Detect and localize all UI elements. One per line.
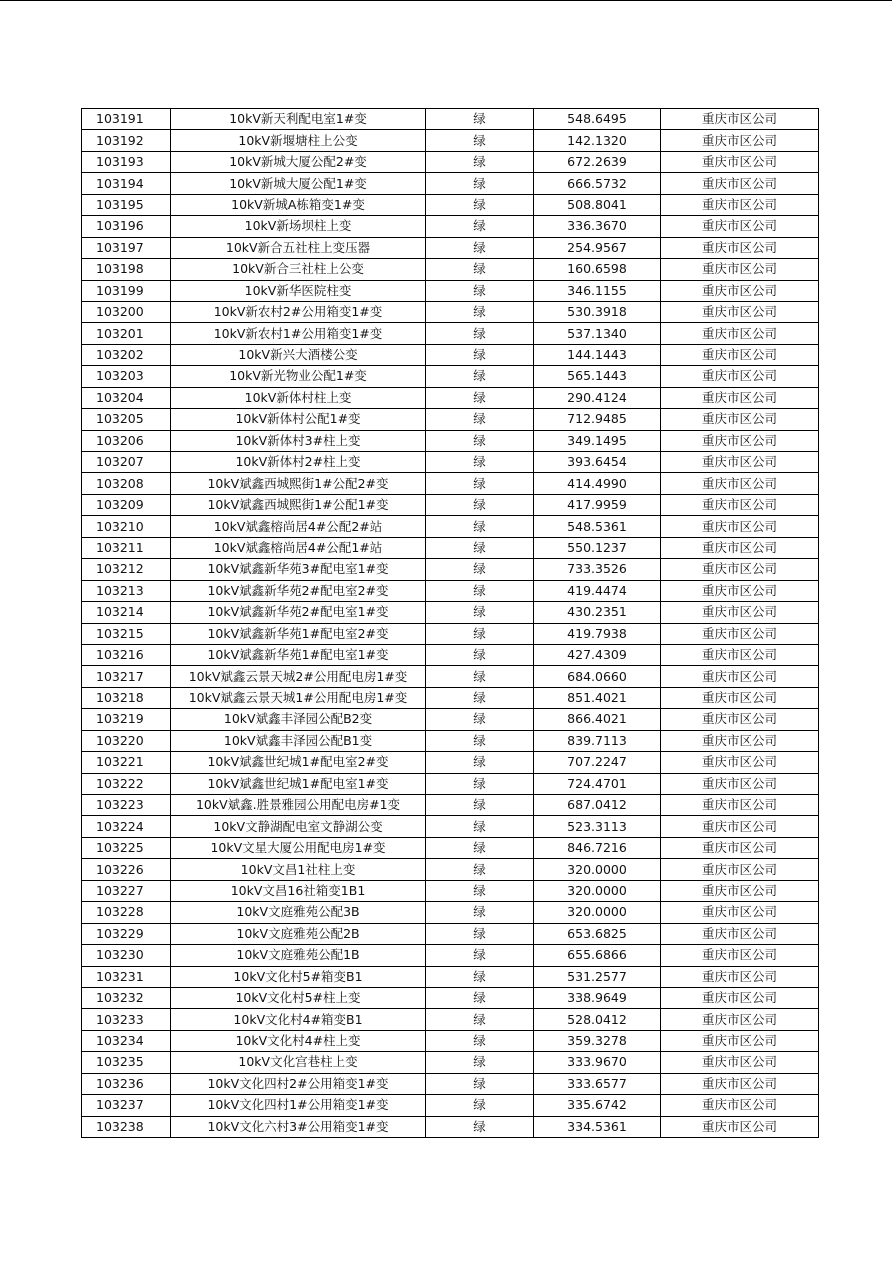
row-color-cell: 绿 [426, 795, 534, 816]
row-company-cell: 重庆市区公司 [661, 280, 819, 301]
row-value-cell: 684.0660 [534, 666, 661, 687]
row-color-cell: 绿 [426, 644, 534, 665]
row-name-cell: 10kV斌鑫新华苑3#配电室1#变 [171, 559, 426, 580]
row-name-cell: 10kV斌鑫世纪城1#配电室1#变 [171, 773, 426, 794]
row-company-cell: 重庆市区公司 [661, 730, 819, 751]
row-id-cell: 103222 [82, 773, 171, 794]
row-id-cell: 103196 [82, 216, 171, 237]
row-id-cell: 103221 [82, 752, 171, 773]
row-id-cell: 103197 [82, 237, 171, 258]
row-value-cell: 724.4701 [534, 773, 661, 794]
row-company-cell: 重庆市区公司 [661, 1095, 819, 1116]
row-company-cell: 重庆市区公司 [661, 945, 819, 966]
row-id-cell: 103204 [82, 387, 171, 408]
row-company-cell: 重庆市区公司 [661, 473, 819, 494]
table-row [82, 473, 819, 494]
row-company-cell: 重庆市区公司 [661, 1052, 819, 1073]
row-name-cell: 10kV文化四村2#公用箱变1#变 [171, 1073, 426, 1094]
row-color-cell: 绿 [426, 430, 534, 451]
row-value-cell: 672.2639 [534, 151, 661, 172]
table-row [82, 923, 819, 944]
row-id-cell: 103191 [82, 109, 171, 130]
row-id-cell: 103210 [82, 516, 171, 537]
row-color-cell: 绿 [426, 923, 534, 944]
table-row [82, 559, 819, 580]
row-company-cell: 重庆市区公司 [661, 387, 819, 408]
row-color-cell: 绿 [426, 623, 534, 644]
row-id-cell: 103230 [82, 945, 171, 966]
row-value-cell: 548.6495 [534, 109, 661, 130]
row-company-cell: 重庆市区公司 [661, 151, 819, 172]
row-id-cell: 103238 [82, 1116, 171, 1137]
table-row [82, 1052, 819, 1073]
row-value-cell: 846.7216 [534, 837, 661, 858]
row-color-cell: 绿 [426, 945, 534, 966]
row-name-cell: 10kV新合三社柱上公变 [171, 259, 426, 280]
row-color-cell: 绿 [426, 859, 534, 880]
row-color-cell: 绿 [426, 987, 534, 1008]
row-color-cell: 绿 [426, 1052, 534, 1073]
row-name-cell: 10kV新城大厦公配2#变 [171, 151, 426, 172]
row-name-cell: 10kV斌鑫世纪城1#配电室2#变 [171, 752, 426, 773]
row-value-cell: 666.5732 [534, 173, 661, 194]
row-id-cell: 103224 [82, 816, 171, 837]
row-value-cell: 523.3113 [534, 816, 661, 837]
row-id-cell: 103219 [82, 709, 171, 730]
table-row [82, 537, 819, 558]
row-name-cell: 10kV新合五社柱上变压器 [171, 237, 426, 258]
row-name-cell: 10kV斌鑫丰泽园公配B1变 [171, 730, 426, 751]
row-color-cell: 绿 [426, 237, 534, 258]
row-id-cell: 103203 [82, 366, 171, 387]
row-company-cell: 重庆市区公司 [661, 580, 819, 601]
table-row [82, 623, 819, 644]
row-company-cell: 重庆市区公司 [661, 516, 819, 537]
row-name-cell: 10kV新农村1#公用箱变1#变 [171, 323, 426, 344]
row-color-cell: 绿 [426, 1095, 534, 1116]
row-color-cell: 绿 [426, 773, 534, 794]
row-color-cell: 绿 [426, 816, 534, 837]
row-id-cell: 103217 [82, 666, 171, 687]
row-id-cell: 103199 [82, 280, 171, 301]
table-row [82, 709, 819, 730]
row-company-cell: 重庆市区公司 [661, 1116, 819, 1137]
row-company-cell: 重庆市区公司 [661, 430, 819, 451]
row-name-cell: 10kV文化村4#箱变B1 [171, 1009, 426, 1030]
table-row [82, 1009, 819, 1030]
row-name-cell: 10kV斌鑫西城熙街1#公配2#变 [171, 473, 426, 494]
row-company-cell: 重庆市区公司 [661, 795, 819, 816]
row-color-cell: 绿 [426, 109, 534, 130]
table-row [82, 516, 819, 537]
row-value-cell: 707.2247 [534, 752, 661, 773]
table-row [82, 387, 819, 408]
row-id-cell: 103201 [82, 323, 171, 344]
row-value-cell: 290.4124 [534, 387, 661, 408]
table-row [82, 280, 819, 301]
row-company-cell: 重庆市区公司 [661, 602, 819, 623]
row-color-cell: 绿 [426, 151, 534, 172]
table-row [82, 130, 819, 151]
row-company-cell: 重庆市区公司 [661, 773, 819, 794]
row-value-cell: 419.7938 [534, 623, 661, 644]
row-name-cell: 10kV文庭雅苑公配3B [171, 902, 426, 923]
row-name-cell: 10kV文昌16社箱变1B1 [171, 880, 426, 901]
row-company-cell: 重庆市区公司 [661, 902, 819, 923]
row-color-cell: 绿 [426, 709, 534, 730]
row-color-cell: 绿 [426, 452, 534, 473]
row-name-cell: 10kV文化四村1#公用箱变1#变 [171, 1095, 426, 1116]
row-id-cell: 103200 [82, 301, 171, 322]
row-company-cell: 重庆市区公司 [661, 216, 819, 237]
row-value-cell: 160.6598 [534, 259, 661, 280]
row-color-cell: 绿 [426, 1009, 534, 1030]
row-id-cell: 103225 [82, 837, 171, 858]
row-name-cell: 10kV斌鑫新华苑1#配电室2#变 [171, 623, 426, 644]
table-row [82, 323, 819, 344]
row-name-cell: 10kV斌鑫新华苑2#配电室1#变 [171, 602, 426, 623]
row-color-cell: 绿 [426, 494, 534, 515]
row-color-cell: 绿 [426, 301, 534, 322]
row-name-cell: 10kV文星大厦公用配电房1#变 [171, 837, 426, 858]
row-value-cell: 359.3278 [534, 1030, 661, 1051]
row-id-cell: 103209 [82, 494, 171, 515]
row-color-cell: 绿 [426, 752, 534, 773]
row-color-cell: 绿 [426, 880, 534, 901]
row-value-cell: 733.3526 [534, 559, 661, 580]
table-row [82, 602, 819, 623]
table-row [82, 194, 819, 215]
row-company-cell: 重庆市区公司 [661, 1009, 819, 1030]
table-row [82, 902, 819, 923]
row-value-cell: 531.2577 [534, 966, 661, 987]
row-name-cell: 10kV斌鑫西城熙街1#公配1#变 [171, 494, 426, 515]
row-value-cell: 528.0412 [534, 1009, 661, 1030]
row-value-cell: 346.1155 [534, 280, 661, 301]
row-name-cell: 10kV文化村5#箱变B1 [171, 966, 426, 987]
row-value-cell: 430.2351 [534, 602, 661, 623]
row-color-cell: 绿 [426, 1073, 534, 1094]
row-color-cell: 绿 [426, 1030, 534, 1051]
row-company-cell: 重庆市区公司 [661, 109, 819, 130]
row-company-cell: 重庆市区公司 [661, 344, 819, 365]
row-company-cell: 重庆市区公司 [661, 130, 819, 151]
row-value-cell: 530.3918 [534, 301, 661, 322]
table-row [82, 687, 819, 708]
row-value-cell: 866.4021 [534, 709, 661, 730]
table-row [82, 1095, 819, 1116]
row-company-cell: 重庆市区公司 [661, 709, 819, 730]
row-company-cell: 重庆市区公司 [661, 301, 819, 322]
row-name-cell: 10kV新光物业公配1#变 [171, 366, 426, 387]
row-color-cell: 绿 [426, 902, 534, 923]
table-row [82, 966, 819, 987]
row-name-cell: 10kV斌鑫榕尚居4#公配1#站 [171, 537, 426, 558]
row-value-cell: 537.1340 [534, 323, 661, 344]
row-value-cell: 548.5361 [534, 516, 661, 537]
table-row [82, 1073, 819, 1094]
row-color-cell: 绿 [426, 730, 534, 751]
row-company-cell: 重庆市区公司 [661, 623, 819, 644]
row-color-cell: 绿 [426, 602, 534, 623]
row-color-cell: 绿 [426, 559, 534, 580]
table-row [82, 452, 819, 473]
table-row [82, 795, 819, 816]
row-name-cell: 10kV新城A栋箱变1#变 [171, 194, 426, 215]
row-name-cell: 10kV新城大厦公配1#变 [171, 173, 426, 194]
row-name-cell: 10kV新堰塘柱上公变 [171, 130, 426, 151]
row-value-cell: 320.0000 [534, 859, 661, 880]
row-value-cell: 653.6825 [534, 923, 661, 944]
row-color-cell: 绿 [426, 366, 534, 387]
table-row [82, 109, 819, 130]
row-color-cell: 绿 [426, 216, 534, 237]
row-color-cell: 绿 [426, 344, 534, 365]
row-company-cell: 重庆市区公司 [661, 173, 819, 194]
row-color-cell: 绿 [426, 837, 534, 858]
row-value-cell: 334.5361 [534, 1116, 661, 1137]
row-value-cell: 565.1443 [534, 366, 661, 387]
row-value-cell: 419.4474 [534, 580, 661, 601]
row-color-cell: 绿 [426, 323, 534, 344]
row-color-cell: 绿 [426, 173, 534, 194]
row-company-cell: 重庆市区公司 [661, 537, 819, 558]
row-color-cell: 绿 [426, 580, 534, 601]
table-row [82, 494, 819, 515]
row-value-cell: 338.9649 [534, 987, 661, 1008]
row-name-cell: 10kV斌鑫云景天城2#公用配电房1#变 [171, 666, 426, 687]
table-row [82, 580, 819, 601]
row-id-cell: 103208 [82, 473, 171, 494]
table-row [82, 259, 819, 280]
row-name-cell: 10kV文庭雅苑公配1B [171, 945, 426, 966]
row-value-cell: 687.0412 [534, 795, 661, 816]
table-body [82, 109, 819, 1138]
row-value-cell: 333.6577 [534, 1073, 661, 1094]
row-value-cell: 335.6742 [534, 1095, 661, 1116]
row-id-cell: 103223 [82, 795, 171, 816]
table-row [82, 344, 819, 365]
table-row [82, 945, 819, 966]
table-row [82, 430, 819, 451]
table-row [82, 216, 819, 237]
row-name-cell: 10kV新体村公配1#变 [171, 409, 426, 430]
row-value-cell: 712.9485 [534, 409, 661, 430]
table-row [82, 730, 819, 751]
row-value-cell: 550.1237 [534, 537, 661, 558]
row-name-cell: 10kV斌鑫新华苑1#配电室1#变 [171, 644, 426, 665]
row-color-cell: 绿 [426, 194, 534, 215]
table-row [82, 366, 819, 387]
row-color-cell: 绿 [426, 259, 534, 280]
table-row [82, 644, 819, 665]
row-id-cell: 103207 [82, 452, 171, 473]
row-company-cell: 重庆市区公司 [661, 644, 819, 665]
table-row [82, 409, 819, 430]
row-value-cell: 508.8041 [534, 194, 661, 215]
row-color-cell: 绿 [426, 1116, 534, 1137]
row-value-cell: 414.4990 [534, 473, 661, 494]
row-value-cell: 417.9959 [534, 494, 661, 515]
table-row [82, 237, 819, 258]
row-value-cell: 333.9670 [534, 1052, 661, 1073]
row-company-cell: 重庆市区公司 [661, 923, 819, 944]
table-row [82, 837, 819, 858]
row-company-cell: 重庆市区公司 [661, 366, 819, 387]
row-id-cell: 103228 [82, 902, 171, 923]
table-row [82, 1116, 819, 1137]
row-name-cell: 10kV文化村5#柱上变 [171, 987, 426, 1008]
row-value-cell: 349.1495 [534, 430, 661, 451]
row-company-cell: 重庆市区公司 [661, 816, 819, 837]
table-row [82, 752, 819, 773]
row-name-cell: 10kV文化村4#柱上变 [171, 1030, 426, 1051]
row-company-cell: 重庆市区公司 [661, 1073, 819, 1094]
row-name-cell: 10kV文昌1社柱上变 [171, 859, 426, 880]
row-name-cell: 10kV新体村2#柱上变 [171, 452, 426, 473]
row-company-cell: 重庆市区公司 [661, 452, 819, 473]
row-color-cell: 绿 [426, 473, 534, 494]
row-color-cell: 绿 [426, 666, 534, 687]
row-name-cell: 10kV文化宫巷柱上变 [171, 1052, 426, 1073]
row-company-cell: 重庆市区公司 [661, 194, 819, 215]
row-id-cell: 103195 [82, 194, 171, 215]
row-name-cell: 10kV新场坝柱上变 [171, 216, 426, 237]
row-color-cell: 绿 [426, 687, 534, 708]
row-company-cell: 重庆市区公司 [661, 987, 819, 1008]
row-id-cell: 103227 [82, 880, 171, 901]
row-id-cell: 103206 [82, 430, 171, 451]
row-name-cell: 10kV文庭雅苑公配2B [171, 923, 426, 944]
row-id-cell: 103231 [82, 966, 171, 987]
row-company-cell: 重庆市区公司 [661, 323, 819, 344]
row-id-cell: 103218 [82, 687, 171, 708]
data-table [81, 108, 819, 1138]
row-name-cell: 10kV文化六村3#公用箱变1#变 [171, 1116, 426, 1137]
row-id-cell: 103202 [82, 344, 171, 365]
row-id-cell: 103193 [82, 151, 171, 172]
row-company-cell: 重庆市区公司 [661, 409, 819, 430]
row-id-cell: 103229 [82, 923, 171, 944]
row-id-cell: 103233 [82, 1009, 171, 1030]
row-id-cell: 103192 [82, 130, 171, 151]
row-name-cell: 10kV斌鑫榕尚居4#公配2#站 [171, 516, 426, 537]
row-name-cell: 10kV新农村2#公用箱变1#变 [171, 301, 426, 322]
row-color-cell: 绿 [426, 516, 534, 537]
row-id-cell: 103213 [82, 580, 171, 601]
row-id-cell: 103236 [82, 1073, 171, 1094]
table-row [82, 987, 819, 1008]
row-id-cell: 103211 [82, 537, 171, 558]
row-company-cell: 重庆市区公司 [661, 559, 819, 580]
row-id-cell: 103214 [82, 602, 171, 623]
row-value-cell: 320.0000 [534, 902, 661, 923]
row-color-cell: 绿 [426, 966, 534, 987]
row-company-cell: 重庆市区公司 [661, 966, 819, 987]
row-value-cell: 336.3670 [534, 216, 661, 237]
row-id-cell: 103234 [82, 1030, 171, 1051]
row-value-cell: 320.0000 [534, 880, 661, 901]
row-name-cell: 10kV新体村3#柱上变 [171, 430, 426, 451]
row-id-cell: 103237 [82, 1095, 171, 1116]
row-company-cell: 重庆市区公司 [661, 687, 819, 708]
row-company-cell: 重庆市区公司 [661, 1030, 819, 1051]
table-row [82, 773, 819, 794]
row-name-cell: 10kV斌鑫丰泽园公配B2变 [171, 709, 426, 730]
row-name-cell: 10kV新兴大酒楼公变 [171, 344, 426, 365]
row-value-cell: 427.4309 [534, 644, 661, 665]
row-id-cell: 103198 [82, 259, 171, 280]
row-company-cell: 重庆市区公司 [661, 666, 819, 687]
row-id-cell: 103215 [82, 623, 171, 644]
top-border-line [0, 0, 892, 1]
row-color-cell: 绿 [426, 130, 534, 151]
row-color-cell: 绿 [426, 537, 534, 558]
row-id-cell: 103194 [82, 173, 171, 194]
table-row [82, 151, 819, 172]
row-value-cell: 851.4021 [534, 687, 661, 708]
row-company-cell: 重庆市区公司 [661, 237, 819, 258]
row-id-cell: 103205 [82, 409, 171, 430]
row-id-cell: 103232 [82, 987, 171, 1008]
row-value-cell: 142.1320 [534, 130, 661, 151]
row-name-cell: 10kV新体村柱上变 [171, 387, 426, 408]
row-company-cell: 重庆市区公司 [661, 259, 819, 280]
row-value-cell: 839.7113 [534, 730, 661, 751]
row-value-cell: 144.1443 [534, 344, 661, 365]
row-company-cell: 重庆市区公司 [661, 880, 819, 901]
row-company-cell: 重庆市区公司 [661, 837, 819, 858]
row-id-cell: 103212 [82, 559, 171, 580]
row-value-cell: 254.9567 [534, 237, 661, 258]
table-row [82, 880, 819, 901]
row-name-cell: 10kV斌鑫.胜景雅园公用配电房#1变 [171, 795, 426, 816]
row-color-cell: 绿 [426, 280, 534, 301]
table-row [82, 1030, 819, 1051]
row-name-cell: 10kV新天利配电室1#变 [171, 109, 426, 130]
row-color-cell: 绿 [426, 409, 534, 430]
row-company-cell: 重庆市区公司 [661, 752, 819, 773]
table-row [82, 816, 819, 837]
row-id-cell: 103235 [82, 1052, 171, 1073]
row-id-cell: 103226 [82, 859, 171, 880]
row-id-cell: 103216 [82, 644, 171, 665]
row-company-cell: 重庆市区公司 [661, 859, 819, 880]
table-row [82, 301, 819, 322]
table-row [82, 666, 819, 687]
row-value-cell: 393.6454 [534, 452, 661, 473]
row-name-cell: 10kV新华医院柱变 [171, 280, 426, 301]
table-row [82, 859, 819, 880]
row-id-cell: 103220 [82, 730, 171, 751]
row-value-cell: 655.6866 [534, 945, 661, 966]
table-row [82, 173, 819, 194]
row-name-cell: 10kV斌鑫云景天城1#公用配电房1#变 [171, 687, 426, 708]
row-name-cell: 10kV文静湖配电室文静湖公变 [171, 816, 426, 837]
row-name-cell: 10kV斌鑫新华苑2#配电室2#变 [171, 580, 426, 601]
row-company-cell: 重庆市区公司 [661, 494, 819, 515]
row-color-cell: 绿 [426, 387, 534, 408]
